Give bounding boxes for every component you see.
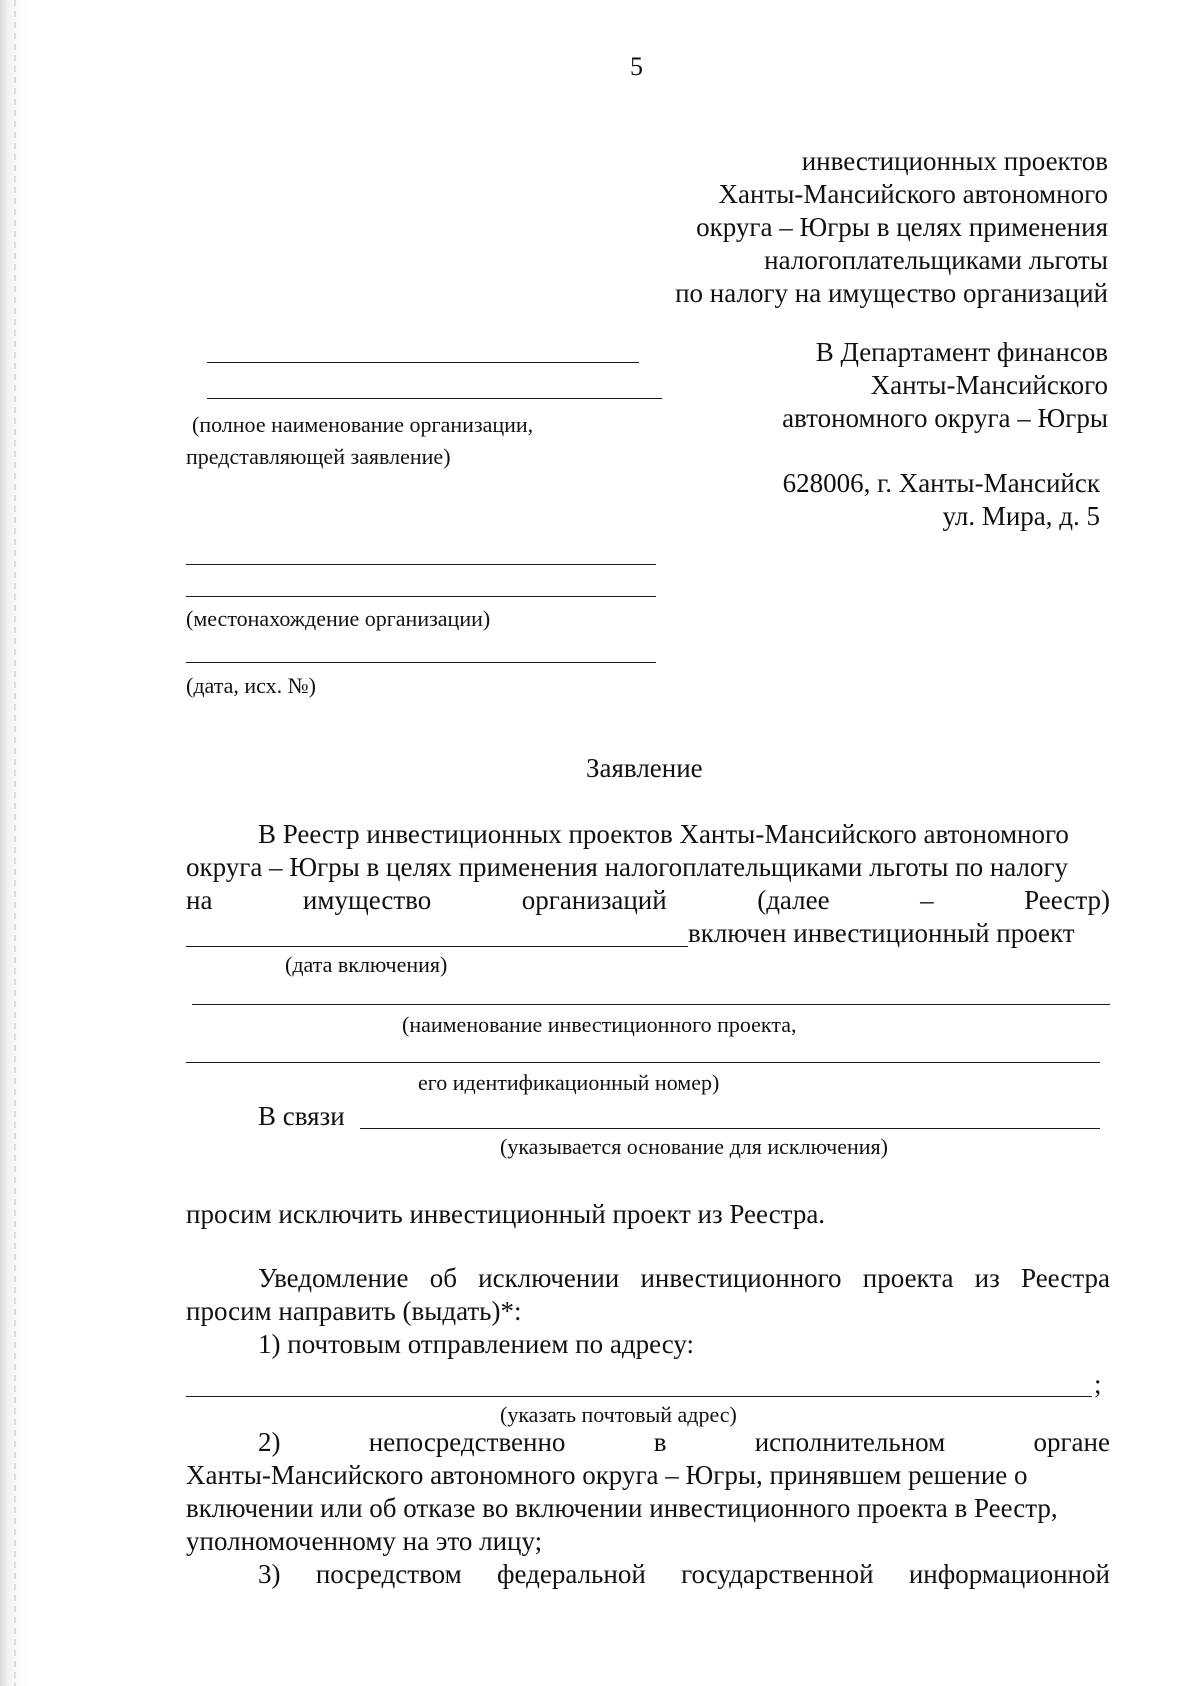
word: органе xyxy=(1033,1427,1110,1457)
address-line-2: ул. Мира, д. 5 xyxy=(942,501,1100,531)
word: Реестра xyxy=(1021,1263,1110,1293)
inclusion-date-line[interactable] xyxy=(186,946,688,947)
document-title: Заявление xyxy=(586,753,703,783)
postal-address-end: ; xyxy=(1094,1369,1102,1399)
location-caption: (местонахождение организации) xyxy=(186,606,491,631)
reason-caption: (указывается основание для исключения) xyxy=(500,1134,888,1159)
word: об xyxy=(429,1263,457,1293)
word: исполнительном xyxy=(754,1427,946,1457)
word: проекта xyxy=(862,1263,954,1293)
project-name-caption: (наименование инвестиционного проекта, xyxy=(402,1012,797,1037)
org-caption-1: (полное наименование организации, xyxy=(192,412,534,437)
header-line-1: инвестиционных проектов xyxy=(801,146,1108,176)
location-line-1[interactable] xyxy=(186,564,656,565)
notice-item-3-line-1 xyxy=(258,1558,1110,1590)
scan-edge xyxy=(0,0,30,1686)
request-text: просим исключить инвестиционный проект из Реестра. xyxy=(186,1199,826,1229)
inclusion-date-caption: (дата включения) xyxy=(285,952,448,977)
recipient-line-3: автономного округа – Югры xyxy=(782,403,1108,433)
org-name-line-2[interactable] xyxy=(207,398,662,399)
location-line-2[interactable] xyxy=(186,596,656,597)
notice-item-1: 1) почтовым отправлением по адресу: xyxy=(258,1329,695,1359)
word: непосредственно xyxy=(368,1427,566,1457)
word: – xyxy=(920,885,934,915)
address-line-1: 628006, г. Ханты-Мансийск xyxy=(782,468,1100,498)
notice-line-1 xyxy=(258,1262,1110,1294)
notice-item-2-line-4: уполномоченному на это лицу; xyxy=(186,1526,543,1556)
header-line-2: Ханты-Мансийского автономного xyxy=(718,179,1108,209)
project-id-caption: его идентификационный номер) xyxy=(418,1070,720,1095)
postal-address-caption: (указать почтовый адрес) xyxy=(500,1402,737,1427)
word: имущество xyxy=(302,885,432,915)
word: (далее xyxy=(757,885,830,915)
word: Уведомление xyxy=(258,1263,409,1293)
word: информационной xyxy=(908,1559,1110,1589)
word: посредством xyxy=(315,1559,462,1589)
word: федеральной xyxy=(497,1559,646,1589)
notice-line-2: просим направить (выдать)*: xyxy=(186,1296,522,1326)
header-line-3: округа – Югры в целях применения xyxy=(696,212,1108,242)
word: Реестр) xyxy=(1024,885,1110,915)
notice-item-2-line-3: включении или об отказе во включении инвестиционного проекта в Реестр, xyxy=(186,1493,1058,1523)
project-id-line[interactable] xyxy=(186,1062,1100,1063)
word: организаций xyxy=(521,885,667,915)
reason-line[interactable] xyxy=(360,1128,1100,1129)
para1-line-4-tail: включен инвестиционный проект xyxy=(688,918,1075,948)
word: из xyxy=(974,1263,1000,1293)
page-number: 5 xyxy=(630,52,643,81)
date-number-line[interactable] xyxy=(186,662,656,663)
word: инвестиционного xyxy=(640,1263,842,1293)
org-caption-2: представляющей заявление) xyxy=(186,444,451,469)
reason-lead: В связи xyxy=(258,1101,345,1131)
org-name-line-1[interactable] xyxy=(207,362,639,363)
postal-address-line[interactable] xyxy=(186,1396,1092,1397)
header-line-5: по налогу на имущество организаций xyxy=(675,278,1108,308)
para1-line-2: округа – Югры в целях применения налогоплательщиками льготы по налогу xyxy=(186,852,1069,882)
word: исключении xyxy=(478,1263,620,1293)
recipient-line-2: Ханты-Мансийского xyxy=(870,370,1108,400)
date-caption: (дата, исх. №) xyxy=(186,673,316,698)
word: в xyxy=(653,1427,667,1457)
word: государственной xyxy=(681,1559,874,1589)
header-line-4: налогоплательщиками льготы xyxy=(764,245,1108,275)
notice-item-2-line-1 xyxy=(258,1426,1110,1458)
recipient-line-1: В Департамент финансов xyxy=(815,337,1108,367)
word: 2) xyxy=(258,1427,281,1457)
para1-line-1: В Реестр инвестиционных проектов Ханты-Мансийского автономного xyxy=(258,819,1069,849)
word: на xyxy=(186,885,213,915)
word: 3) xyxy=(258,1559,281,1589)
notice-item-2-line-2: Ханты-Мансийского автономного округа – Югры, принявшем решение о xyxy=(186,1460,1028,1490)
para1-line-3 xyxy=(186,884,1110,916)
project-name-line[interactable] xyxy=(192,1004,1110,1005)
